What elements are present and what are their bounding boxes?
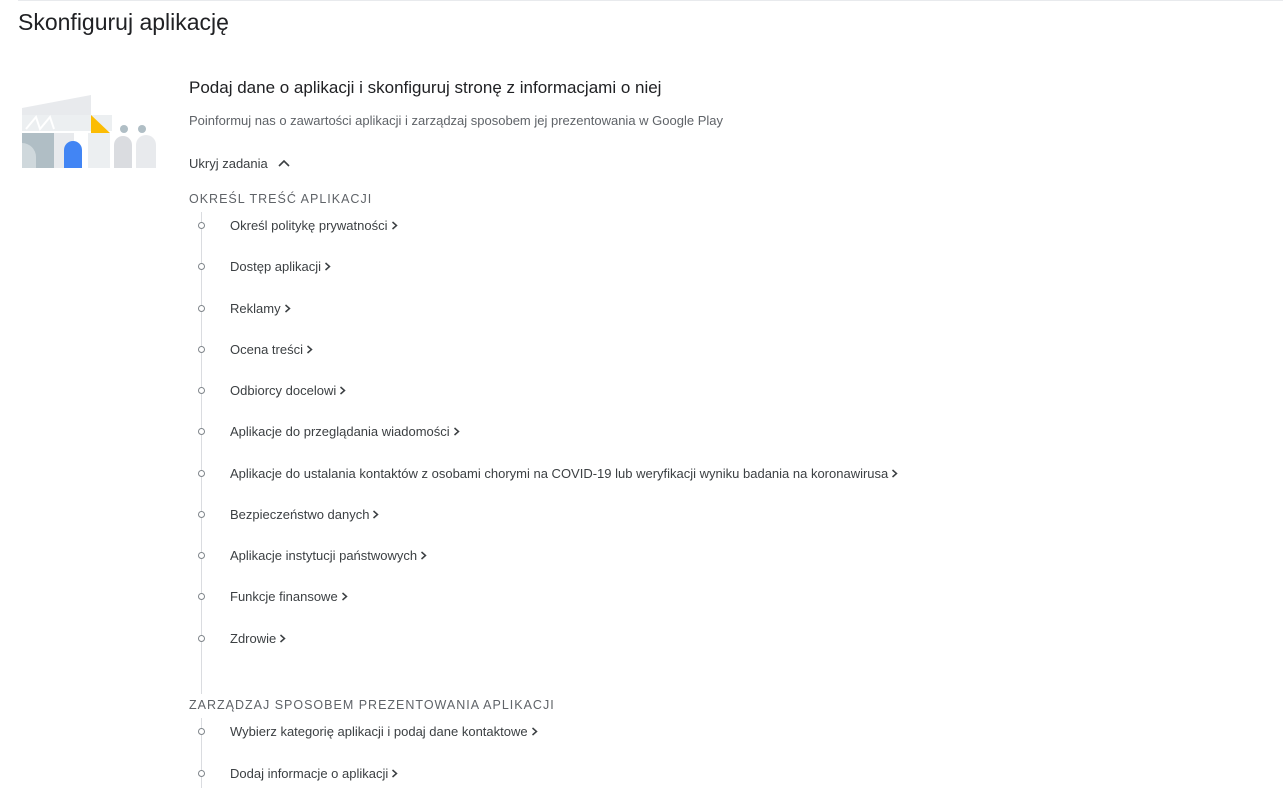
task-status-dot (198, 470, 205, 477)
task-link-financial-features[interactable]: Funkcje finansowe (230, 589, 348, 604)
task-link-category-contact[interactable]: Wybierz kategorię aplikacji i podaj dane kontaktowe (230, 724, 538, 739)
chevron-right-icon (341, 592, 348, 601)
setup-panel (189, 0, 1189, 794)
app-setup-illustration (18, 95, 162, 171)
chevron-right-icon (284, 304, 291, 313)
task-status-dot (198, 593, 205, 600)
chevron-right-icon (306, 345, 313, 354)
task-link-privacy-policy[interactable]: Określ politykę prywatności (230, 218, 398, 233)
task-status-dot (198, 552, 205, 559)
task-status-dot (198, 305, 205, 312)
task-track (201, 212, 202, 694)
task-link-data-safety[interactable]: Bezpieczeństwo danych (230, 507, 379, 522)
task-link-government-apps[interactable]: Aplikacje instytucji państwowych (230, 548, 427, 563)
task-link-app-access[interactable]: Dostęp aplikacji (230, 259, 331, 274)
chevron-right-icon (339, 386, 346, 395)
page-title: Skonfiguruj aplikację (18, 9, 229, 35)
task-link-ads[interactable]: Reklamy (230, 301, 291, 316)
task-link-covid-apps[interactable]: Aplikacje do ustalania kontaktów z osobami chorymi na COVID-19 lub weryfikacji wyniku badania na koronawirusa (230, 466, 898, 481)
task-link-news-apps[interactable]: Aplikacje do przeglądania wiadomości (230, 424, 460, 439)
chevron-up-icon (278, 159, 290, 167)
hide-tasks-label: Ukryj zadania (189, 155, 268, 171)
section-label-store-presence: ZARZĄDZAJ SPOSOBEM PREZENTOWANIA APLIKACJI (189, 698, 555, 712)
setup-subtitle: Poinformuj nas o zawartości aplikacji i zarządzaj sposobem jej prezentowania w Google Play (189, 113, 723, 128)
task-status-dot (198, 635, 205, 642)
task-status-dot (198, 346, 205, 353)
chevron-right-icon (391, 221, 398, 230)
chevron-right-icon (279, 634, 286, 643)
task-status-dot (198, 770, 205, 777)
chevron-right-icon (531, 727, 538, 736)
hide-tasks-button[interactable] (189, 153, 290, 173)
chevron-right-icon (453, 427, 460, 436)
task-status-dot (198, 511, 205, 518)
task-link-content-rating[interactable]: Ocena treści (230, 342, 313, 357)
chevron-right-icon (372, 510, 379, 519)
task-link-health[interactable]: Zdrowie (230, 631, 286, 646)
chevron-right-icon (324, 262, 331, 271)
setup-heading: Podaj dane o aplikacji i skonfiguruj stronę z informacjami o niej (189, 78, 662, 97)
task-status-dot (198, 728, 205, 735)
section-label-app-content: OKREŚL TREŚĆ APLIKACJI (189, 192, 373, 206)
task-status-dot (198, 222, 205, 229)
task-status-dot (198, 387, 205, 394)
chevron-right-icon (891, 469, 898, 478)
task-status-dot (198, 263, 205, 270)
chevron-right-icon (420, 551, 427, 560)
chevron-right-icon (391, 769, 398, 778)
task-status-dot (198, 428, 205, 435)
task-link-app-details[interactable]: Dodaj informacje o aplikacji (230, 766, 398, 781)
task-link-target-audience[interactable]: Odbiorcy docelowi (230, 383, 346, 398)
